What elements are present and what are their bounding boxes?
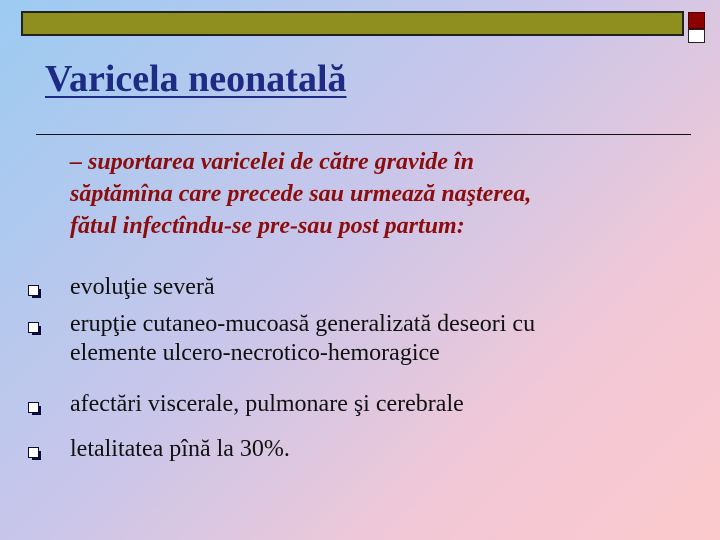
square-bullet-icon [28, 322, 39, 333]
title-divider [36, 134, 691, 135]
list-item-line: afectări viscerale, pulmonare şi cerebrale [70, 391, 464, 417]
decorative-top-bar [21, 11, 684, 36]
list-item [70, 310, 710, 368]
intro-line: fătul infectîndu-se pre-sau post partum: [70, 213, 465, 239]
intro-line: – suportarea varicelei de către gravide în [70, 149, 474, 175]
list-item [70, 273, 710, 302]
intro-line: săptămîna care precede sau urmează naşterea, [70, 181, 532, 207]
list-item [70, 435, 710, 464]
decorative-outline-square [688, 29, 705, 43]
list-item-line: erupţie cutaneo-mucoasă generalizată deseori cu [70, 311, 536, 337]
square-bullet-icon [28, 447, 39, 458]
square-bullet-icon [28, 285, 39, 296]
square-bullet-icon [28, 402, 39, 413]
decorative-red-square [688, 12, 705, 29]
list-item-line: elemente ulcero-necrotico-hemoragice [70, 340, 440, 366]
list-item-line: evoluţie severă [70, 274, 215, 300]
slide-title: Varicela neonatală [45, 58, 347, 100]
intro-text [70, 146, 710, 242]
list-item [70, 390, 710, 419]
list-item-line: letalitatea pînă la 30%. [70, 436, 290, 462]
